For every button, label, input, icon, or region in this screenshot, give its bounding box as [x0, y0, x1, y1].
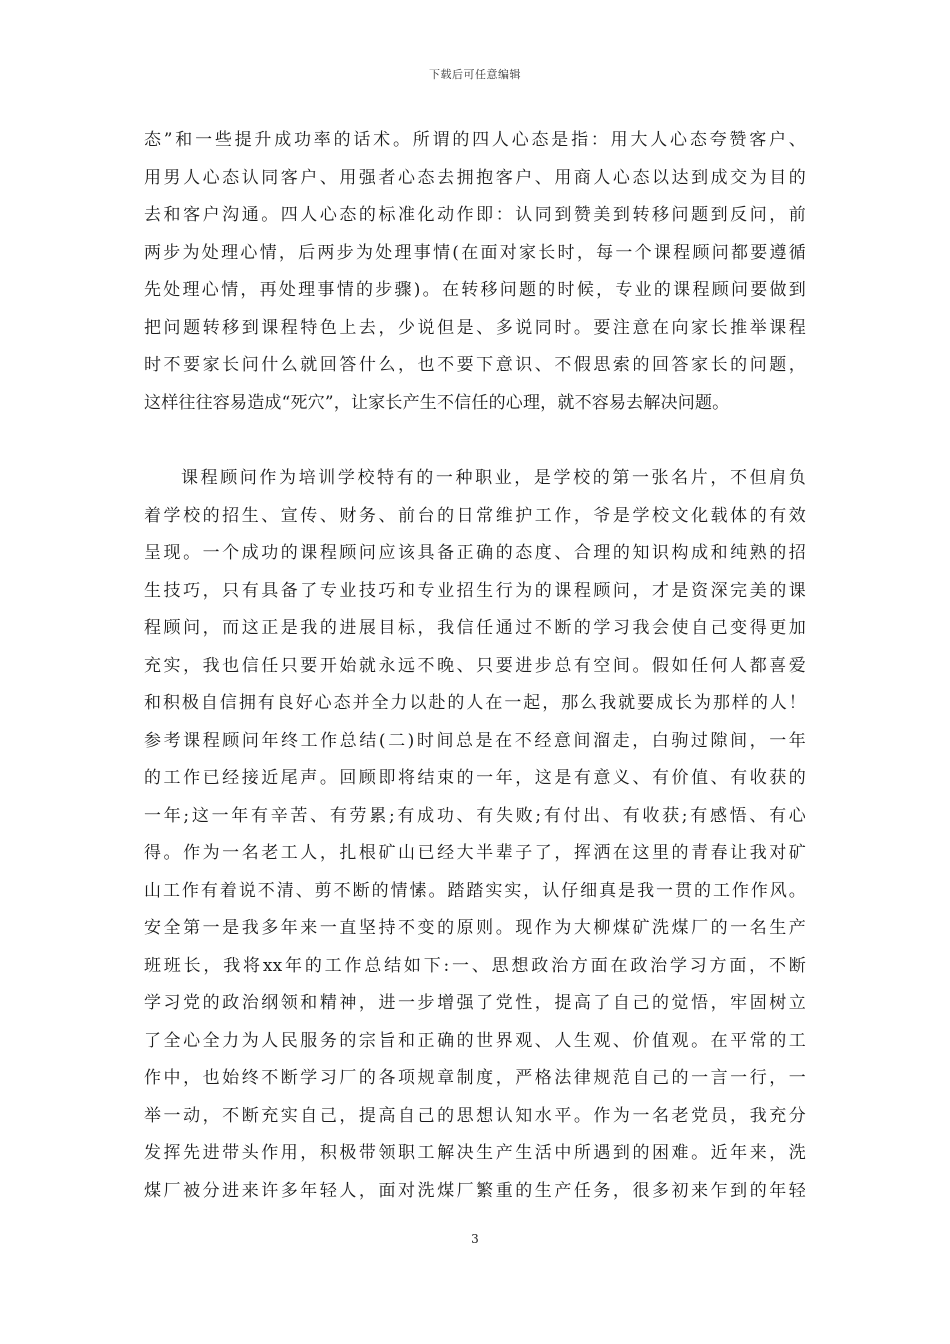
paragraph-line: 了全心全力为人民服务的宗旨和正确的世界观、人生观、价值观。在平常的工 — [144, 1030, 806, 1051]
page-header: 下载后可任意编辑 — [429, 68, 521, 81]
paragraph-line: 生技巧，只有具备了专业技巧和专业招生行为的课程顾问，才是资深完美的课 — [144, 580, 806, 601]
paragraph-line: 把问题转移到课程特色上去，少说但是、多说同时。要注意在向家长推举课程 — [144, 317, 806, 338]
paragraph-line: 学习党的政治纲领和精神，进一步增强了党性，提高了自己的觉悟，牢固树立 — [144, 993, 806, 1013]
paragraph-line: 去和客户沟通。四人心态的标准化动作即：认同到赞美到转移问题到反问，前 — [144, 205, 806, 225]
paragraph-line: 煤厂被分进来许多年轻人，面对洗煤厂繁重的生产任务，很多初来乍到的年轻 — [144, 1180, 806, 1201]
paragraph-line: 课程顾问作为培训学校特有的一种职业，是学校的第一张名片，不但肩负 — [181, 468, 806, 488]
paragraph-line: 充实，我也信任只要开始就永远不晚、只要进步总有空间。假如任何人都喜爱 — [144, 655, 806, 676]
paragraph-line: 班班长，我将xx年的工作总结如下:一、思想政治方面在政治学习方面，不断 — [144, 955, 806, 976]
paragraph-2 — [144, 460, 806, 1210]
paragraph-line: 这样往往容易造成“死穴”，让家长产生不信任的心理，就不容易去解决问题。 — [144, 392, 730, 413]
paragraph-line: 时不要家长问什么就回答什么，也不要下意识、不假思索的回答家长的问题， — [144, 355, 806, 375]
paragraph-line: 参考课程顾问年终工作总结(二)时间总是在不经意间溜走，白驹过隙间，一年 — [144, 730, 806, 751]
paragraph-line: 安全第一是我多年来一直坚持不变的原则。现作为大柳煤矿洗煤厂的一名生产 — [144, 918, 806, 938]
paragraph-line: 呈现。一个成功的课程顾问应该具备正确的态度、合理的知识构成和纯熟的招 — [144, 543, 806, 563]
paragraph-line: 山工作有着说不清、剪不断的情愫。踏踏实实，认仔细真是我一贯的工作作风。 — [144, 880, 806, 901]
paragraph-line: 的工作已经接近尾声。回顾即将结束的一年，这是有意义、有价值、有收获的 — [144, 768, 806, 788]
page-number: 3 — [471, 1232, 479, 1246]
paragraph-line: 得。作为一名老工人，扎根矿山已经大半辈子了，挥洒在这里的青春让我对矿 — [144, 843, 806, 863]
paragraph-line: 一年;这一年有辛苦、有劳累;有成功、有失败;有付出、有收获;有感悟、有心 — [144, 805, 806, 826]
paragraph-line: 作中，也始终不断学习厂的各项规章制度，严格法律规范自己的一言一行，一 — [144, 1068, 806, 1088]
paragraph-line: 和积极自信拥有良好心态并全力以赴的人在一起，那么我就要成长为那样的人！ — [144, 693, 806, 713]
paragraph-line: 用男人心态认同客户、用强者心态去拥抱客户、用商人心态以达到成交为目的 — [144, 167, 806, 188]
paragraph-line: 程顾问，而这正是我的进展目标，我信任通过不断的学习我会使自己变得更加 — [144, 618, 806, 638]
document-body — [144, 122, 806, 1210]
paragraph-line: 先处理心情，再处理事情的步骤)。在转移问题的时候，专业的课程顾问要做到 — [144, 280, 806, 300]
paragraph-line: 着学校的招生、宣传、财务、前台的日常维护工作，爷是学校文化载体的有效 — [144, 505, 806, 526]
paragraph-line: 发挥先进带头作用，积极带领职工解决生产生活中所遇到的困难。近年来，洗 — [144, 1143, 806, 1163]
paragraph-spacer — [144, 422, 806, 460]
paragraph-line: 态”和一些提升成功率的话术。所谓的四人心态是指：用大人心态夸赞客户、 — [144, 130, 806, 150]
paragraph-line: 两步为处理心情，后两步为处理事情(在面对家长时，每一个课程顾问都要遵循 — [144, 242, 806, 263]
paragraph-line: 举一动，不断充实自己，提高自己的思想认知水平。作为一名老党员，我充分 — [144, 1105, 806, 1126]
paragraph-1 — [144, 122, 806, 422]
